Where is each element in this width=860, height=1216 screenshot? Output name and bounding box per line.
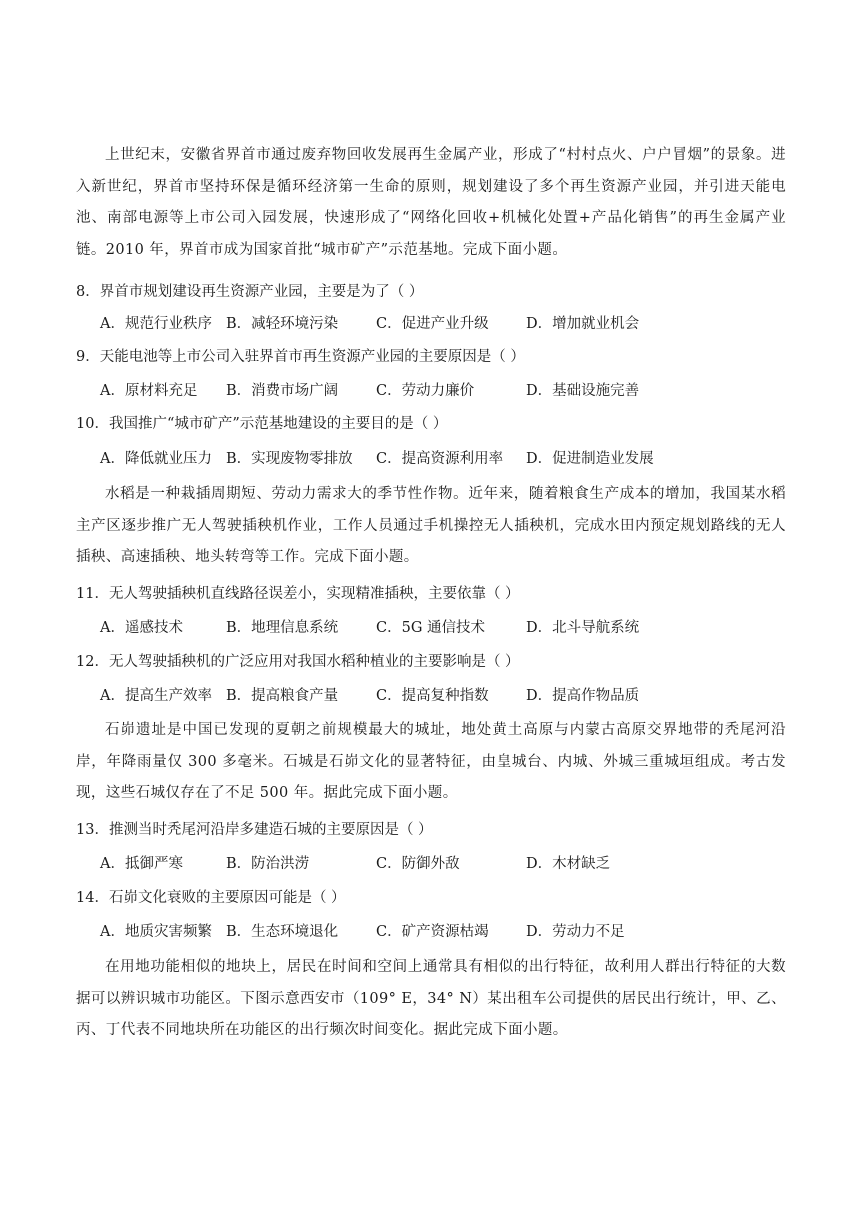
question-14-stem: 14．石峁文化衰败的主要原因可能是（ ） — [76, 890, 346, 906]
question-14-options — [100, 922, 800, 942]
option-a[interactable]: A．地质灾害频繁 — [100, 924, 212, 940]
question-13-options — [100, 854, 800, 874]
question-8-options — [100, 314, 800, 334]
option-b[interactable]: B．实现废物零排放 — [226, 451, 353, 467]
question-9-options — [100, 381, 800, 401]
option-b[interactable]: B．减轻环境污染 — [226, 316, 339, 332]
option-d[interactable]: D．木材缺乏 — [526, 856, 611, 872]
question-11-stem: 11．无人驾驶插秧机直线路径误差小，实现精准插秧，主要依靠（ ） — [76, 586, 520, 602]
question-13-stem: 13．推测当时秃尾河沿岸多建造石城的主要原因是（ ） — [76, 822, 433, 838]
question-11-options — [100, 618, 800, 638]
option-b[interactable]: B．提高粮食产量 — [226, 688, 339, 704]
question-12-stem: 12．无人驾驶插秧机的广泛应用对我国水稻种植业的主要影响是（ ） — [76, 654, 520, 670]
option-d[interactable]: D．提高作物品质 — [526, 688, 640, 704]
question-10-options — [100, 449, 800, 469]
option-c[interactable]: C．防御外敌 — [376, 856, 460, 872]
passage-xian-taxi: 在用地功能相似的地块上，居民在时间和空间上通常具有相似的出行特征，故利用人群出行特征的大数据可以辨识城市功能区。下图示意西安市（109° E，34° N）某出租车公司提供的居民出行统计，甲、乙、丙、丁代表不同地块所在功能区的出行频次时间变化。据此完成下面小题。 — [76, 959, 786, 1038]
option-d[interactable]: D．促进制造业发展 — [526, 451, 654, 467]
option-a[interactable]: A．降低就业压力 — [100, 451, 212, 467]
option-a[interactable]: A．遥感技术 — [100, 620, 183, 636]
option-d[interactable]: D．劳动力不足 — [526, 924, 625, 940]
question-12-options — [100, 686, 800, 706]
option-d[interactable]: D．基础设施完善 — [526, 383, 640, 399]
option-b[interactable]: B．消费市场广阔 — [226, 383, 339, 399]
option-c[interactable]: C．提高复种指数 — [376, 688, 489, 704]
option-c[interactable]: C．劳动力廉价 — [376, 383, 475, 399]
option-a[interactable]: A．抵御严寒 — [100, 856, 183, 872]
option-d[interactable]: D．北斗导航系统 — [526, 620, 640, 636]
option-a[interactable]: A．提高生产效率 — [100, 688, 212, 704]
option-c[interactable]: C．提高资源利用率 — [376, 451, 504, 467]
option-a[interactable]: A．规范行业秩序 — [100, 316, 212, 332]
option-b[interactable]: B．防治洪涝 — [226, 856, 310, 872]
question-9-stem: 9．天能电池等上市公司入驻界首市再生资源产业园的主要原因是（ ） — [76, 349, 525, 365]
option-b[interactable]: B．地理信息系统 — [226, 620, 339, 636]
option-c[interactable]: C．促进产业升级 — [376, 316, 489, 332]
option-b[interactable]: B．生态环境退化 — [226, 924, 339, 940]
question-8-stem: 8．界首市规划建设再生资源产业园，主要是为了（ ） — [76, 284, 424, 300]
passage-rice-transplanter: 水稻是一种栽插周期短、劳动力需求大的季节性作物。近年来，随着粮食生产成本的增加，我国某水稻主产区逐步推广无人驾驶插秧机作业，工作人员通过手机操控无人插秧机，完成水田内预定规划路线的无人插秧、高速插秧、地头转弯等工作。完成下面小题。 — [76, 486, 786, 565]
option-d[interactable]: D．增加就业机会 — [526, 316, 640, 332]
question-10-stem: 10．我国推广“城市矿产”示范基地建设的主要目的是（ ） — [76, 416, 448, 432]
passage-shimao-site: 石峁遗址是中国已发现的夏朝之前规模最大的城址，地处黄土高原与内蒙古高原交界地带的秃尾河沿岸，年降雨量仅 300 多毫米。石城是石峁文化的显著特征，由皇城台、内城、外城三重城垣组成。考古发现，这些石城仅存在了不足 500 年。据此完成下面小题。 — [76, 722, 786, 801]
passage-jieshou: 上世纪末，安徽省界首市通过废弃物回收发展再生金属产业，形成了“村村点火、户户冒烟”的景象。进入新世纪，界首市坚持环保是循环经济第一生命的原则，规划建设了多个再生资源产业园，并引进天能电池、南部电源等上市公司入园发展，快速形成了“网络化回收+机械化处置+产品化销售”的再生金属产业链。2010 年，界首市成为国家首批“城市矿产”示范基地。完成下面小题。 — [76, 147, 786, 258]
option-a[interactable]: A．原材料充足 — [100, 383, 198, 399]
option-c[interactable]: C．矿产资源枯竭 — [376, 924, 489, 940]
option-c[interactable]: C．5G 通信技术 — [376, 620, 486, 636]
